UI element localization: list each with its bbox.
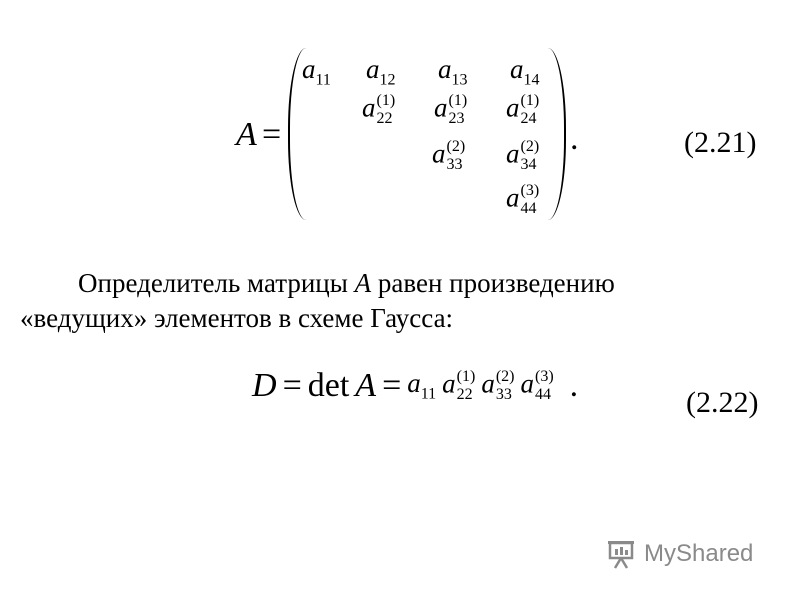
presentation-board-icon [606, 538, 638, 570]
determinant-lhs: D [252, 367, 277, 405]
product-factor: $a_{11}$ [407, 368, 437, 403]
matrix-entry: a (2) 34 [506, 138, 540, 174]
matrix-entry: a (1) 23 [434, 92, 468, 128]
equation-period: . [569, 367, 579, 405]
equals-sign: = [282, 367, 302, 405]
equals-sign: = [262, 116, 282, 153]
product-factor: a (1) 22 [442, 368, 476, 404]
equals-sign: = [382, 367, 402, 405]
equation-period: . [570, 120, 579, 157]
matrix-lhs: A [236, 116, 257, 153]
matrix-entry: $a_{12}$ [366, 54, 396, 89]
matrix-right-paren [548, 48, 566, 220]
watermark [606, 538, 753, 570]
equation-number: (2.21) [684, 126, 757, 159]
equation-number: (2.22) [686, 386, 759, 419]
matrix-entry: a (3) 44 [506, 182, 540, 218]
paragraph-line-2: «ведущих» элементов в схеме Гаусса: [20, 303, 454, 333]
product-factor: a (3) 44 [520, 368, 554, 404]
product-factor: a (2) 33 [481, 368, 515, 404]
determinant-equation [252, 368, 578, 405]
matrix-entry: $a_{11}$ [302, 54, 331, 89]
matrix-entry: $a_{13}$ [438, 54, 468, 89]
matrix-entry: $a_{14}$ [510, 54, 540, 89]
watermark-text: MyShared [644, 540, 754, 567]
matrix-symbol: A [355, 367, 377, 405]
matrix-entry: a (2) 33 [432, 138, 466, 174]
paragraph-line-1: Определитель матрицы A равен произведению [78, 268, 615, 298]
matrix-entry: a (1) 24 [506, 92, 540, 128]
matrix-entry: a (1) 22 [362, 92, 396, 128]
det-operator: det [307, 367, 350, 405]
